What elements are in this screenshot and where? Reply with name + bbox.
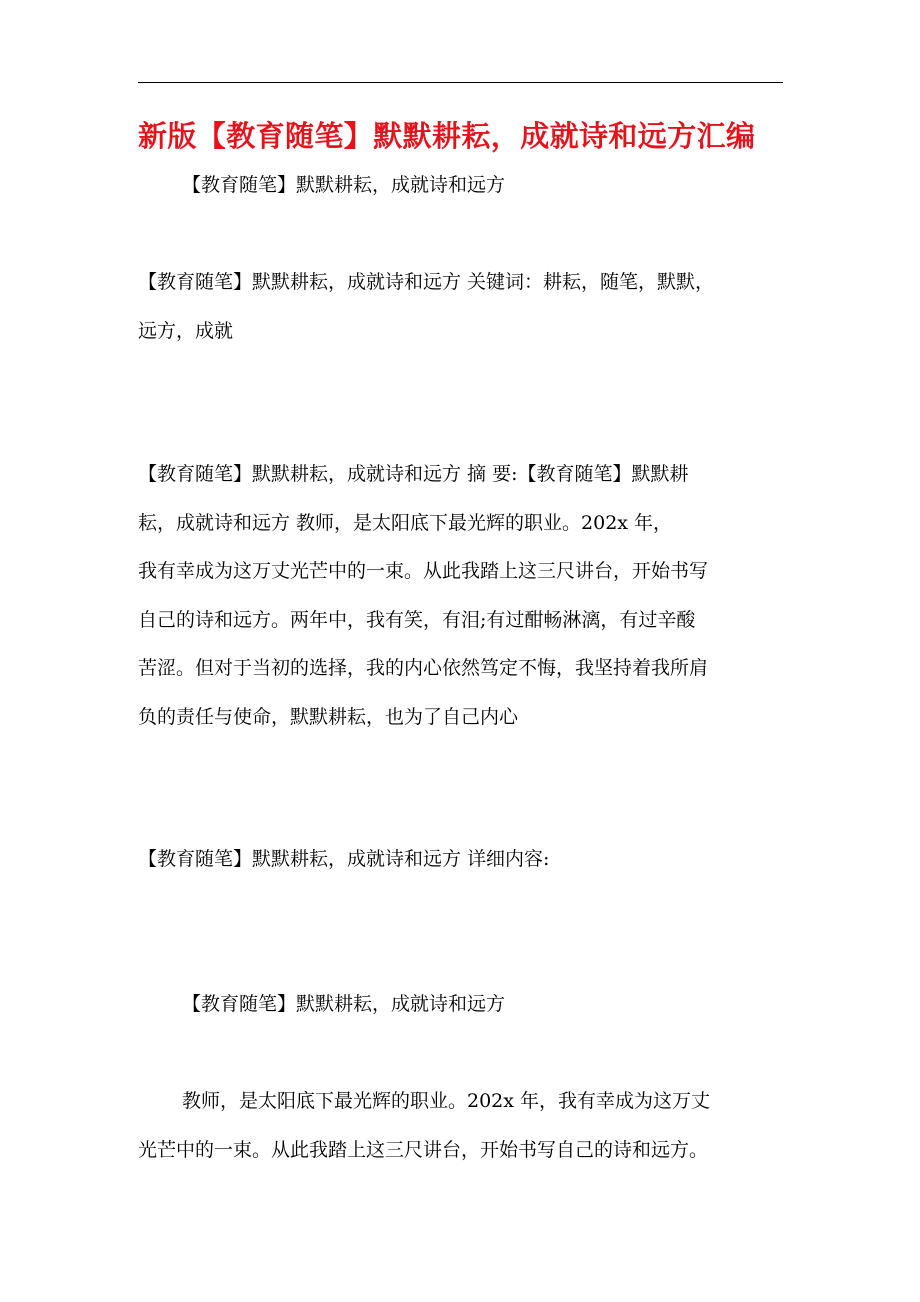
abstract-line: 负的责任与使命，默默耕耘，也为了自己内心 (138, 705, 519, 728)
keywords-line: 【教育随笔】默默耕耘，成就诗和远方 关键词：耕耘，随笔，默默， (138, 271, 715, 293)
body-line: 光芒中的一束。从此我踏上这三尺讲台，开始书写自己的诗和远方。 (138, 1138, 709, 1161)
keywords-paragraph (138, 258, 788, 355)
body-title: 【教育随笔】默默耕耘，成就诗和远方 (182, 993, 506, 1015)
abstract-line: 苦涩。但对于当初的选择，我的内心依然笃定不悔，我坚持着我所肩 (138, 657, 709, 679)
details-heading: 【教育随笔】默默耕耘，成就诗和远方 详细内容: (138, 848, 550, 870)
abstract-line: 耘，成就诗和远方 教师，是太阳底下最光辉的职业。202x 年， (138, 511, 673, 534)
body-paragraph (138, 1077, 788, 1174)
abstract-line: 自己的诗和远方。两年中，我有笑，有泪;有过酣畅淋漓，有过辛酸 (138, 608, 696, 631)
body-line: 教师，是太阳底下最光辉的职业。202x 年，我有幸成为这万丈 (182, 1090, 711, 1112)
abstract-paragraph (138, 450, 788, 741)
abstract-line: 我有幸成为这万丈光芒中的一束。从此我踏上这三尺讲台，开始书写 (138, 560, 709, 582)
document-subtitle: 【教育随笔】默默耕耘，成就诗和远方 (182, 174, 506, 196)
abstract-line: 【教育随笔】默默耕耘，成就诗和远方 摘 要:【教育随笔】默默耕 (138, 463, 689, 485)
keywords-line: 远方，成就 (138, 319, 234, 342)
header-rule (138, 82, 783, 83)
document-title: 新版【教育随笔】默默耕耘，成就诗和远方汇编 (138, 119, 756, 153)
